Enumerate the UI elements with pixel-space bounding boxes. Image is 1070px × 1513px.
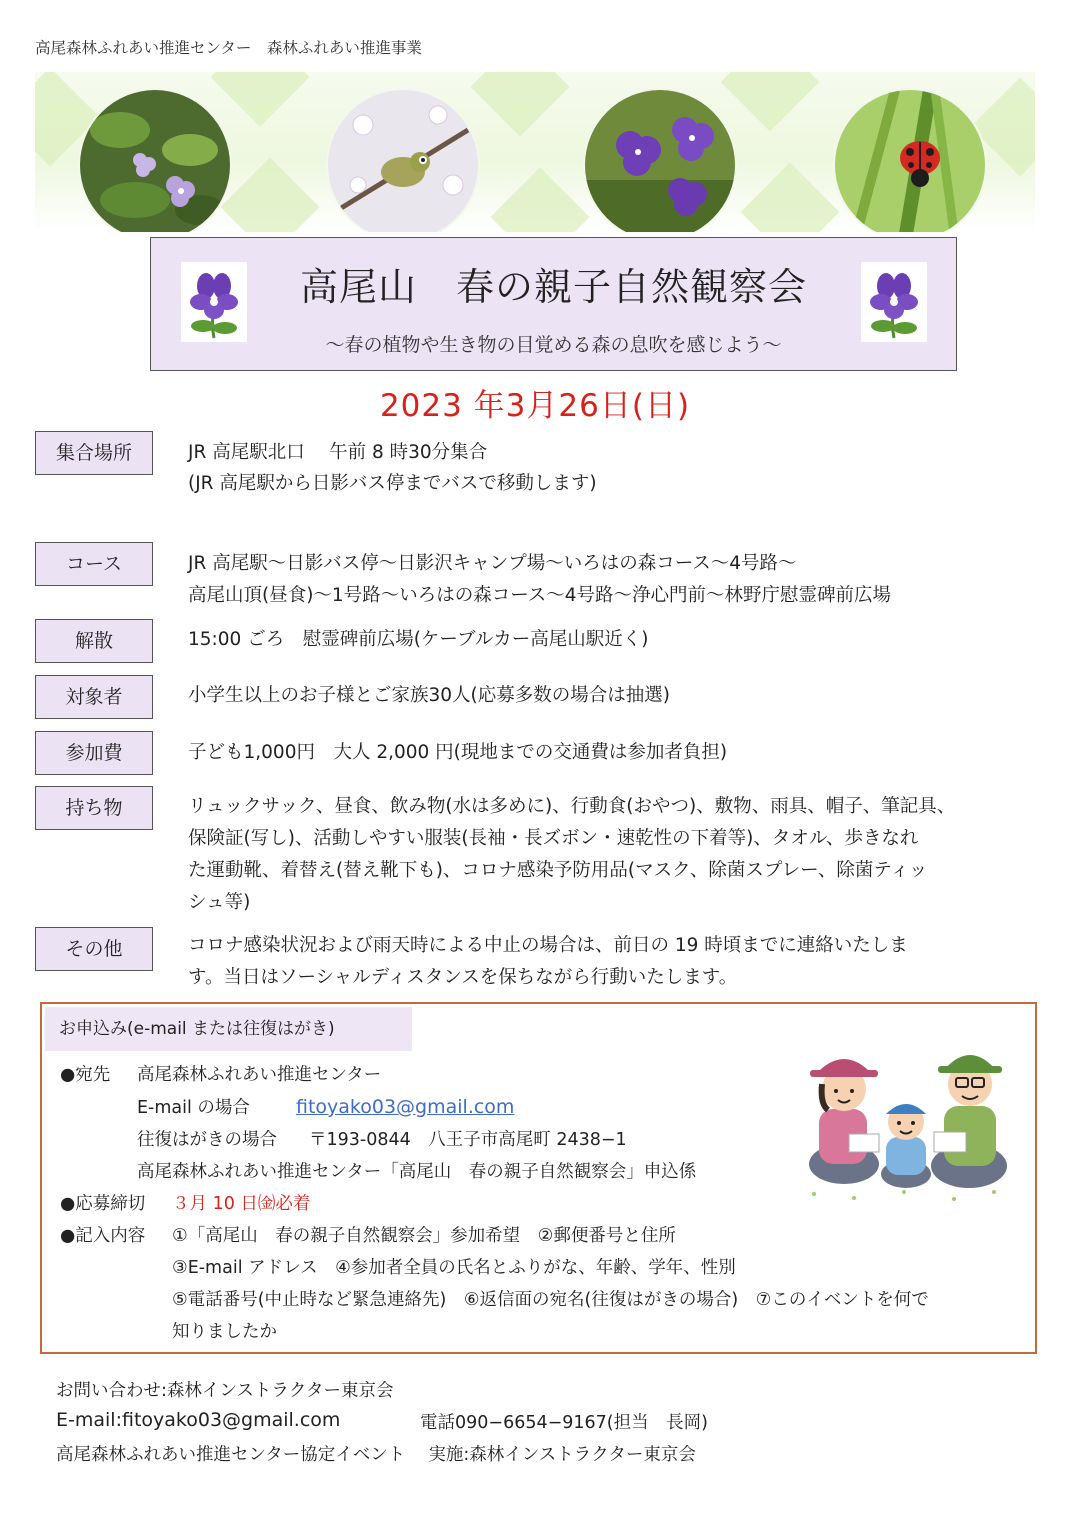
- items-line-3: た運動靴、着替え(替え靴下も)、コロナ感染予防用品(マスク、除菌スプレー、除菌ティッ: [188, 860, 928, 881]
- application-box: [40, 1002, 1037, 1354]
- destination-name: 高尾森林ふれあい推進センター: [137, 1065, 382, 1085]
- event-title: 高尾山 春の親子自然観察会: [299, 265, 807, 309]
- footer-phone: 電話090−6654−9167(担当 長岡): [420, 1413, 708, 1433]
- items-line-2: 保険証(写し)、活動しやすい服装(長袖・長ズボン・速乾性の下着等)、タオル、歩きなれ: [188, 828, 919, 849]
- items-line-1: リュックサック、昼食、飲み物(水は多めに)、行動食(おやつ)、敷物、雨具、帽子、筆記具、: [188, 796, 956, 817]
- violet-flowers-photo-icon: [80, 90, 230, 232]
- contents-line-1: ①「高尾山 春の親子自然観察会」参加希望 ②郵便番号と住所: [172, 1226, 676, 1246]
- other-line-1: コロナ感染状況および雨天時による中止の場合は、前日の 19 時頃までに連絡いたしま: [188, 935, 908, 956]
- event-date: 2023 年3月26日(日): [379, 388, 691, 424]
- dismissal-text: 15:00 ごろ 慰霊碑前広場(ケーブルカー高尾山駅近く): [188, 629, 649, 650]
- footer-organizer: 高尾森林ふれあい推進センター協定イベント 実施:森林インストラクター東京会: [56, 1445, 696, 1465]
- email-method-label: E-mail の場合: [137, 1098, 250, 1118]
- meeting-place-text: JR 高尾駅北口 午前 8 時30分集合: [188, 442, 488, 463]
- fee-text: 子ども1,000円 大人 2,000 円(現地までの交通費は参加者負担): [188, 742, 728, 763]
- postcard-recipient: 高尾森林ふれあい推進センター「高尾山 春の親子自然観察会」申込係: [137, 1162, 697, 1182]
- meeting-place-label: 集合場所: [35, 431, 153, 475]
- other-line-2: す。当日はソーシャルディスタンスを保ちながら行動いたします。: [188, 967, 738, 988]
- deadline-date: ３月 10 日㈮必着: [172, 1194, 311, 1214]
- application-heading: お申込み(e-mail または往復はがき): [45, 1007, 412, 1051]
- organization-header: 高尾森林ふれあい推進センター 森林ふれあい推進事業: [35, 39, 422, 57]
- white-eye-bird-on-blossom-photo-icon: [328, 90, 478, 232]
- course-label: コース: [35, 542, 153, 586]
- event-subtitle: 〜春の植物や生き物の目覚める森の息吹を感じよう〜: [325, 334, 782, 356]
- contents-line-2: ③E-mail アドレス ④参加者全員の氏名とふりがな、年齢、学年、性別: [172, 1258, 736, 1278]
- application-email-link[interactable]: fitoyako03@gmail.com: [296, 1096, 515, 1118]
- postcard-address: 〒193-0844 八王子市高尾町 2438−1: [309, 1130, 627, 1150]
- purple-violets-photo-icon: [585, 90, 735, 232]
- target-label: 対象者: [35, 675, 153, 719]
- course-line-1: JR 高尾駅〜日影バス停〜日影沢キャンプ場〜いろはの森コース〜4号路〜: [188, 553, 797, 574]
- course-line-2: 高尾山頂(昼食)〜1号路〜いろはの森コース〜4号路〜浄心門前〜林野庁慰霊碑前広場: [188, 585, 892, 606]
- contents-line-3: ⑤電話番号(中止時など緊急連絡先) ⑥返信面の宛名(往復はがきの場合) ⑦このイベントを何で: [172, 1290, 929, 1310]
- photo-banner: [35, 72, 1035, 232]
- other-label: その他: [35, 927, 153, 971]
- family-picnic-illustration-icon: [794, 1034, 1014, 1204]
- inquiry-line: お問い合わせ:森林インストラクター東京会: [56, 1381, 394, 1401]
- items-label: 持ち物: [35, 786, 153, 830]
- meeting-place-note: (JR 高尾駅から日影バス停までバスで移動します): [188, 473, 597, 494]
- items-line-4: シュ等): [188, 892, 251, 913]
- footer-email: E-mail:fitoyako03@gmail.com: [56, 1409, 341, 1431]
- postcard-method-label: 往復はがきの場合: [137, 1130, 277, 1150]
- contents-line-4: 知りましたか: [172, 1322, 277, 1342]
- dismissal-label: 解散: [35, 619, 153, 663]
- target-text: 小学生以上のお子様とご家族30人(応募多数の場合は抽選): [188, 685, 670, 706]
- fee-label: 参加費: [35, 731, 153, 775]
- ladybug-on-grass-photo-icon: [835, 90, 985, 232]
- deadline-label: ●応募締切: [60, 1194, 146, 1214]
- contents-label: ●記入内容: [60, 1226, 146, 1246]
- destination-label: ●宛先: [60, 1065, 111, 1085]
- title-box: [150, 237, 957, 371]
